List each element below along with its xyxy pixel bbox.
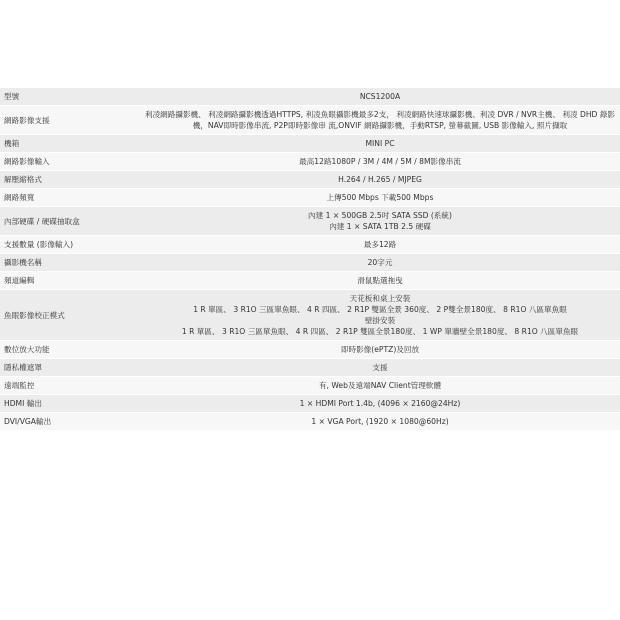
spec-value-line: 1 R 單區、 3 R1O 三區單魚眼、 4 R 四區、 2 R1P 雙區全景180度、 1 WP 單牆壁全景180度、 8 R1O 八區單魚眼: [181, 327, 579, 336]
table-row: [0, 106, 620, 135]
spec-label: DVI/VGA輸出: [0, 413, 140, 431]
spec-value: [140, 106, 620, 135]
spec-value-line: H.264 / H.265 / MJPEG: [338, 175, 422, 184]
spec-value-line: 天花板和桌上安裝: [349, 294, 411, 303]
spec-label: 網路影像輸入: [0, 153, 140, 171]
spec-value: [140, 290, 620, 341]
table-row: [0, 254, 620, 272]
spec-value-line: 支援: [372, 363, 388, 372]
table-row: [0, 153, 620, 171]
table-row: [0, 88, 620, 106]
table-row: [0, 395, 620, 413]
spec-value: [140, 341, 620, 359]
spec-value-line: 20字元: [367, 258, 393, 267]
spec-label: 機箱: [0, 135, 140, 153]
spec-value-line: 上傳500 Mbps 下載500 Mbps: [326, 193, 434, 202]
spec-label: 隱私權遮罩: [0, 359, 140, 377]
spec-label: 魚眼影像校正模式: [0, 290, 140, 341]
table-row: [0, 359, 620, 377]
spec-value-line: 壁掛安裝: [364, 316, 396, 325]
spec-value: [140, 189, 620, 207]
spec-value: [140, 359, 620, 377]
spec-value: [140, 377, 620, 395]
spec-value-line: 最多12路: [363, 240, 397, 249]
spec-value-line: 有, Web及遠端NAV Client管理軟體: [318, 381, 442, 390]
table-row: [0, 413, 620, 431]
table-row: [0, 236, 620, 254]
spec-value-line: 即時影像(ePTZ)及回放: [340, 345, 420, 354]
spec-value-line: 滑鼠點選拖曳: [357, 276, 403, 285]
spec-value: [140, 135, 620, 153]
spec-value: [140, 236, 620, 254]
table-row: [0, 135, 620, 153]
table-row: [0, 171, 620, 189]
spec-label: 網路頻寬: [0, 189, 140, 207]
spec-value: [140, 395, 620, 413]
spec-label: 頻道編輯: [0, 272, 140, 290]
spec-value-line: MINI PC: [365, 139, 395, 148]
spec-value: [140, 171, 620, 189]
spec-label: 支援數量 (影像輸入): [0, 236, 140, 254]
table-row: [0, 377, 620, 395]
table-row: [0, 207, 620, 236]
spec-value: [140, 272, 620, 290]
spec-value-line: 內建 1 × 500GB 2.5吋 SATA SSD (系統): [308, 211, 452, 220]
spec-value: [140, 153, 620, 171]
spec-value: [140, 88, 620, 106]
spec-value: [140, 207, 620, 236]
spec-value-line: NCS1200A: [359, 92, 401, 101]
spec-table-body: [0, 88, 620, 431]
spec-value-line: 1 × HDMI Port 1.4b, (4096 × 2160@24Hz): [299, 399, 461, 408]
spec-label: 遠端監控: [0, 377, 140, 395]
spec-label: 內部硬碟 / 硬碟抽取盒: [0, 207, 140, 236]
spec-label: 網路影像支援: [0, 106, 140, 135]
table-row: [0, 290, 620, 341]
spec-label: HDMI 輸出: [0, 395, 140, 413]
spec-label: 數位放大功能: [0, 341, 140, 359]
spec-label: 攝影機名稱: [0, 254, 140, 272]
table-row: [0, 272, 620, 290]
table-row: [0, 189, 620, 207]
spec-value-line: 1 R 單區、 3 R1O 三區單魚眼、 4 R 四區、 2 R1P 雙區全景 360度、 2 P雙全景180度、 8 R1O 八區單魚眼: [193, 305, 567, 314]
spec-label: 型號: [0, 88, 140, 106]
spec-table: [0, 88, 620, 431]
spec-value-line: 內建 1 × SATA 1TB 2.5 硬碟: [329, 222, 431, 231]
spec-value: [140, 254, 620, 272]
spec-label: 解壓縮格式: [0, 171, 140, 189]
spec-value-line: 利凌網路攝影機、 利凌網路攝影機透過HTTPS, 利凌魚眼攝影機最多2支， 利凌網路快速球攝影機、利凌 DVR / NVR主機、 利凌 DHD 錄影機，NAV即時影像串流, P2P即時影像串 流,ONVIF 網路攝影機，手動RTSP, 螢幕截圖, USB 影像輸入, 照片擷取: [144, 110, 616, 130]
spec-value-line: 1 × VGA Port, (1920 × 1080@60Hz): [311, 417, 449, 426]
spec-value-line: 最高12路1080P / 3M / 4M / 5M / 8M影像串流: [299, 157, 461, 166]
spec-value: [140, 413, 620, 431]
table-row: [0, 341, 620, 359]
